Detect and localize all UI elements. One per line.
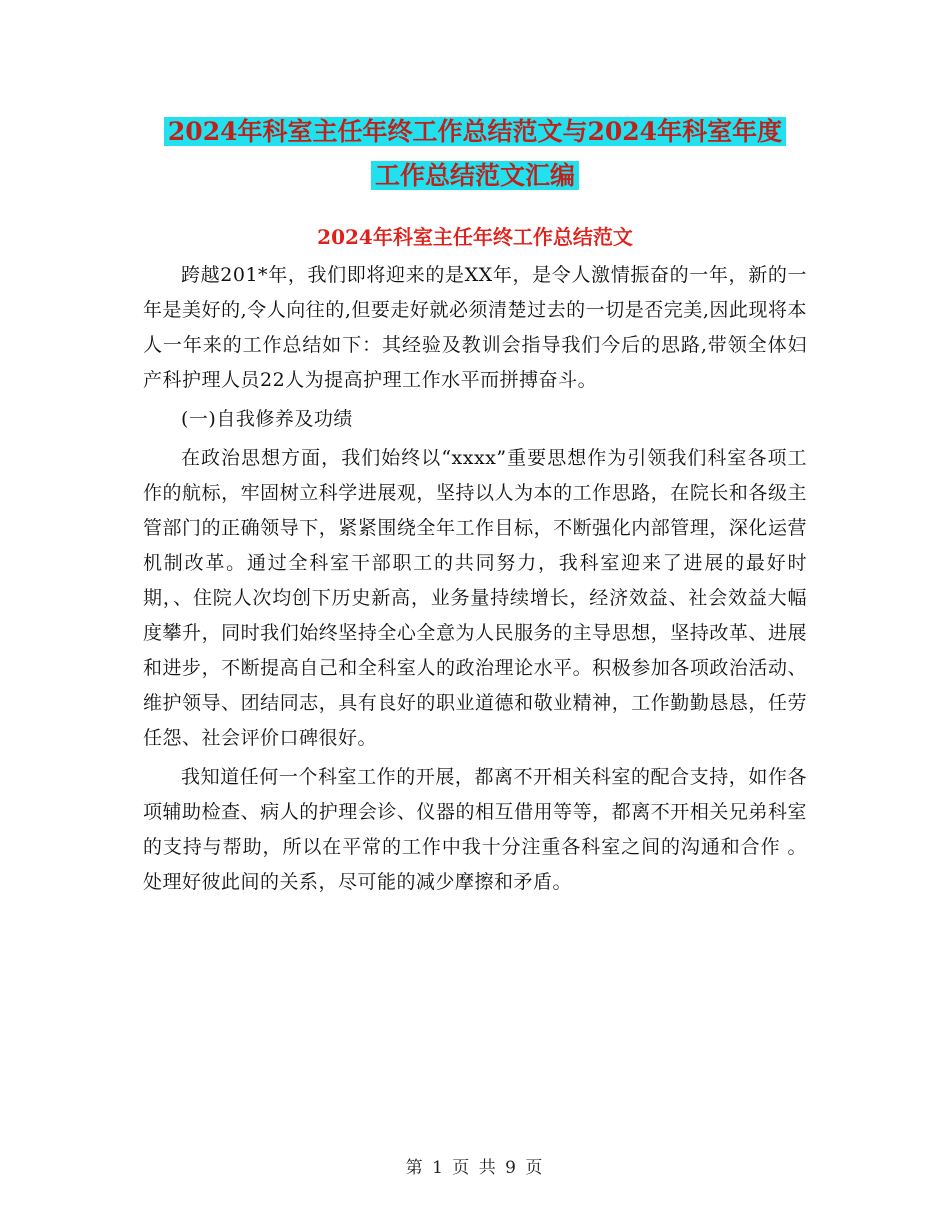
document-body <box>143 258 807 900</box>
document-title-line-2: 工作总结范文汇编 <box>371 161 579 190</box>
page-number-footer: 第 1 页 共 9 页 <box>405 1158 545 1178</box>
document-title <box>0 110 950 198</box>
section-title: 2024年科室主任年终工作总结范文 <box>317 225 633 249</box>
paragraph-intro: 跨越201*年，我们即将迎来的是XX年，是令人激情振奋的一年，新的一年是美好的,令人向往的,但要走好就必须清楚过去的一切是否完美,因此现将本人一年来的工作总结如下：其经验及教训会指导我们今后的思路,带领全体妇产科护理人员22人为提高护理工作水平而拼搏奋斗。 <box>143 264 807 391</box>
document-title-line-1: 2024年科室主任年终工作总结范文与2024年科室年度 <box>164 117 786 146</box>
paragraph-subheading: (一)自我修养及功绩 <box>181 408 353 430</box>
paragraph-cooperation: 我知道任何一个科室工作的开展，都离不开相关科室的配合支持，如作各项辅助检查、病人的护理会诊、仪器的相互借用等等，都离不开相关兄弟科室的支持与帮助，所以在平常的工作中我十分注重各科室之间的沟通和合作 。处理好彼此间的关系，尽可能的减少摩擦和矛盾。 <box>143 766 807 893</box>
paragraph-political-thought: 在政治思想方面，我们始终以“xxxx”重要思想作为引领我们科室各项工作的航标，牢固树立科学进展观，坚持以人为本的工作思路，在院长和各级主管部门的正确领导下，紧紧围绕全年工作目标，不断强化内部管理，深化运营机制改革。通过全科室干部职工的共同努力，我科室迎来了进展的最好时期，、住院人次均创下历史新高，业务量持续增长，经济效益、社会效益大幅度攀升，同时我们始终坚持全心全意为人民服务的主导思想，坚持改革、进展和进步，不断提高自己和全科室人的政治理论水平。积极参加各项政治活动、维护领导、团结同志，具有良好的职业道德和敬业精神，工作勤勤恳恳，任劳任怨、社会评价口碑很好。 <box>143 447 807 749</box>
